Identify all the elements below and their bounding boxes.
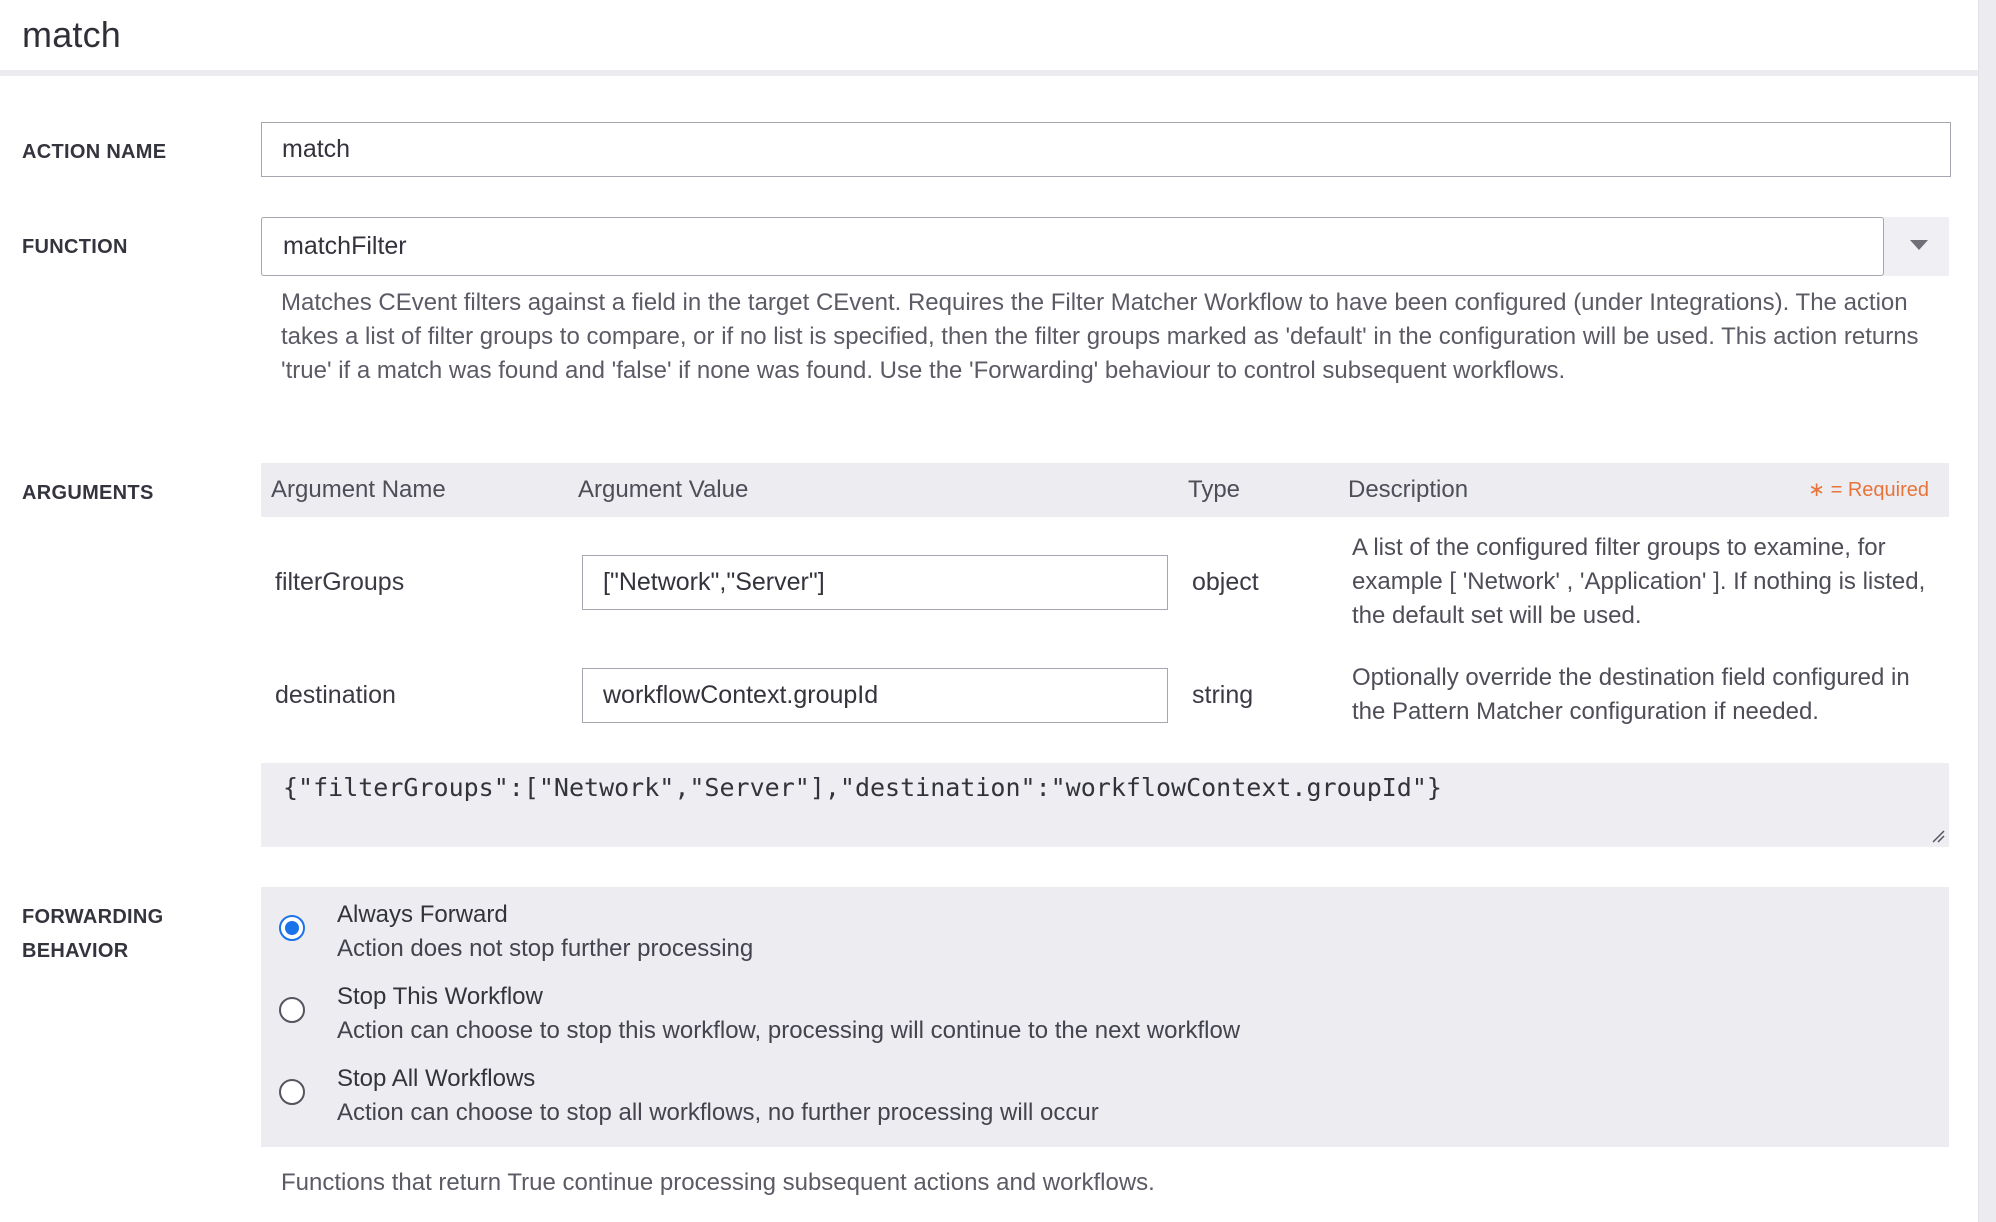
page-header <box>0 0 1978 76</box>
argument-description: A list of the configured filter groups to examine, for example [ 'Network' , 'Application' ]. If nothing is listed, the default set will be used. <box>1352 534 1926 629</box>
radio-always-forward[interactable] <box>279 915 305 941</box>
arguments-json-text: {"filterGroups":["Network","Server"],"destination":"workflowContext.groupId"} <box>283 773 1442 802</box>
forwarding-label-line2: BEHAVIOR <box>22 940 129 962</box>
forwarding-options <box>261 887 1949 1147</box>
option-title[interactable]: Stop All Workflows <box>337 1065 536 1092</box>
option-subtitle: Action can choose to stop this workflow, processing will continue to the next workflow <box>337 1017 1241 1044</box>
function-select[interactable] <box>261 217 1949 276</box>
page-title: match <box>22 14 122 55</box>
option-subtitle: Action does not stop further processing <box>337 935 754 962</box>
argument-name: destination <box>275 681 396 709</box>
forwarding-label: FORWARDING <box>22 906 164 928</box>
argument-value-input[interactable]: workflowContext.groupId <box>582 668 1168 723</box>
option-title[interactable]: Stop This Workflow <box>337 983 543 1010</box>
required-legend: ∗ = Required <box>1808 479 1929 501</box>
function-description: Matches CEvent filters against a field in the target CEvent. Requires the Filter Matcher Workflow to have been configured (under Integrations). The action takes a list of filter groups to compare, or if no list is specified, then the filter groups marked as 'default' in the configuration will be used. This action returns 'true' if a match was found and 'false' if none was found. Use the 'Forwarding' behaviour to control subsequent workflows. <box>281 289 1919 384</box>
argument-value-input[interactable]: ["Network","Server"] <box>582 555 1168 610</box>
argument-description: Optionally override the destination field configured in the Pattern Matcher configuration if needed. <box>1352 664 1910 725</box>
forwarding-note: Functions that return True continue processing subsequent actions and workflows. <box>281 1169 1155 1196</box>
scrollbar-track[interactable] <box>1978 0 1996 1222</box>
option-title[interactable]: Always Forward <box>337 901 508 928</box>
arguments-json-textarea[interactable] <box>261 763 1949 847</box>
option-subtitle: Action can choose to stop all workflows, no further processing will occur <box>337 1099 1099 1126</box>
column-header-description: Description <box>1348 476 1469 503</box>
chevron-down-icon[interactable] <box>1910 240 1928 250</box>
arguments-label: ARGUMENTS <box>22 482 154 504</box>
radio-stop-this-workflow[interactable] <box>279 997 305 1023</box>
argument-type: object <box>1192 568 1259 596</box>
argument-type: string <box>1192 681 1254 709</box>
action-name-input[interactable]: match <box>261 122 1951 177</box>
column-header-argument-value: Argument Value <box>578 476 749 503</box>
function-select-value[interactable]: matchFilter <box>261 217 1884 276</box>
radio-stop-all-workflows[interactable] <box>279 1079 305 1105</box>
column-header-argument-name: Argument Name <box>271 476 446 503</box>
action-name-label: ACTION NAME <box>22 141 167 163</box>
argument-name: filterGroups <box>275 568 405 596</box>
function-label: FUNCTION <box>22 236 128 258</box>
resize-handle-icon[interactable] <box>1931 829 1945 843</box>
column-header-type: Type <box>1188 476 1241 503</box>
arguments-table-header <box>261 463 1949 517</box>
